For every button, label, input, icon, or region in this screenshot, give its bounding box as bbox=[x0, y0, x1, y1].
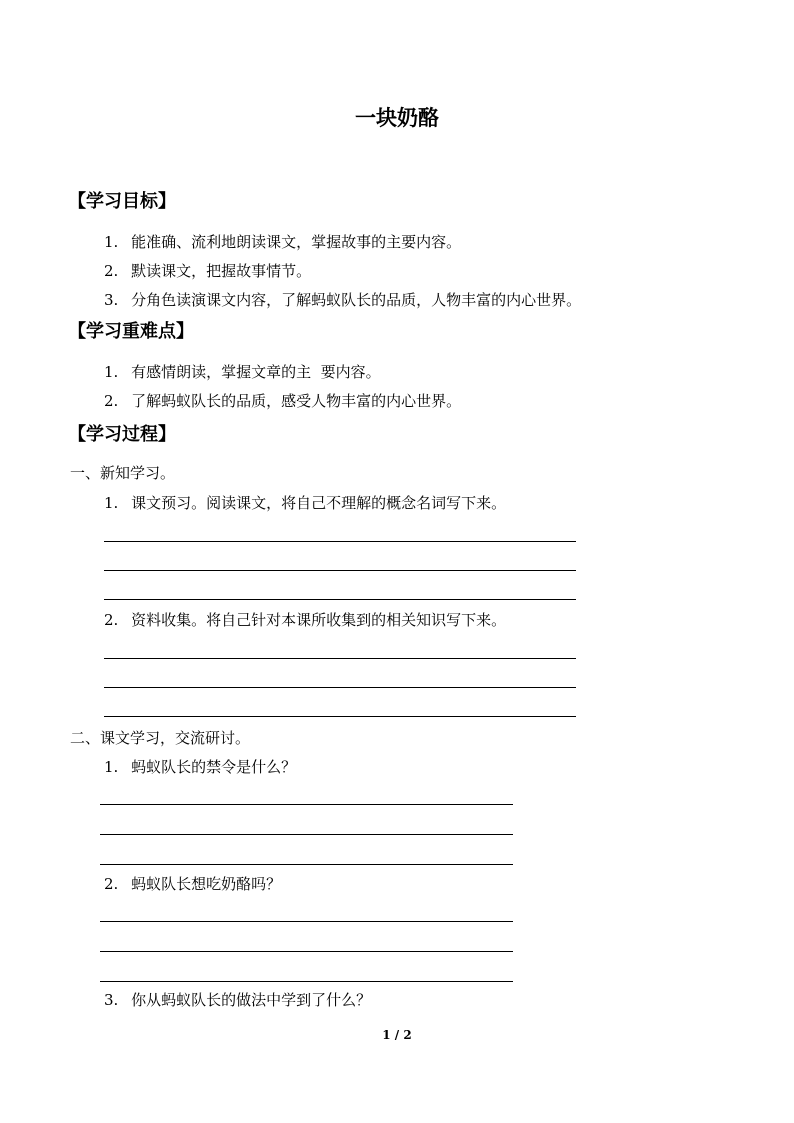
part2-label: 二、课文学习，交流研讨。 bbox=[70, 729, 251, 747]
answer-line[interactable] bbox=[100, 834, 513, 835]
part1-question-2 bbox=[104, 610, 506, 630]
answer-line[interactable] bbox=[104, 541, 576, 542]
item-text: 能准确、流利地朗读课文，掌握故事的主要内容。 bbox=[131, 233, 462, 251]
item-number: 3. bbox=[104, 991, 119, 1009]
answer-line[interactable] bbox=[104, 658, 576, 659]
item-number: 1. bbox=[104, 233, 119, 251]
key-points-heading: 【学习重难点】 bbox=[68, 321, 194, 342]
part2-question-2 bbox=[104, 874, 281, 894]
item-number: 3. bbox=[104, 291, 119, 309]
objectives-heading: 【学习目标】 bbox=[68, 191, 176, 212]
page-number: 1 / 2 bbox=[382, 1028, 412, 1042]
answer-line[interactable] bbox=[100, 951, 513, 952]
answer-line[interactable] bbox=[100, 981, 513, 982]
part1-label: 一、新知学习。 bbox=[70, 464, 176, 482]
objective-item-1 bbox=[104, 232, 461, 252]
item-number: 2. bbox=[104, 611, 119, 629]
answer-line[interactable] bbox=[100, 864, 513, 865]
objective-item-3 bbox=[104, 290, 581, 310]
key-point-item-1 bbox=[104, 362, 381, 382]
item-number: 1. bbox=[104, 494, 119, 512]
answer-line[interactable] bbox=[104, 570, 576, 571]
answer-line[interactable] bbox=[100, 804, 513, 805]
item-number: 1. bbox=[104, 758, 119, 776]
item-text: 资料收集。将自己针对本课所收集到的相关知识写下来。 bbox=[131, 611, 507, 629]
answer-line[interactable] bbox=[104, 687, 576, 688]
objective-item-2 bbox=[104, 261, 311, 281]
part2-question-3 bbox=[104, 990, 371, 1010]
item-text: 蚂蚁队长想吃奶酪吗？ bbox=[131, 875, 282, 893]
item-text: 蚂蚁队长的禁令是什么？ bbox=[131, 758, 297, 776]
item-text: 默读课文，把握故事情节。 bbox=[131, 262, 312, 280]
item-text: 你从蚂蚁队长的做法中学到了什么？ bbox=[131, 991, 372, 1009]
part1-question-1 bbox=[104, 493, 506, 513]
item-text: 有感情朗读，掌握文章的主 要内容。 bbox=[131, 363, 381, 381]
key-point-item-2 bbox=[104, 391, 461, 411]
item-text: 课文预习。阅读课文，将自己不理解的概念名词写下来。 bbox=[131, 494, 507, 512]
part2-question-1 bbox=[104, 757, 296, 777]
answer-line[interactable] bbox=[104, 599, 576, 600]
page-title: 一块奶酪 bbox=[355, 105, 439, 130]
item-number: 1. bbox=[104, 363, 119, 381]
item-number: 2. bbox=[104, 392, 119, 410]
item-text: 了解蚂蚁队长的品质，感受人物丰富的内心世界。 bbox=[131, 392, 462, 410]
process-heading: 【学习过程】 bbox=[68, 424, 176, 445]
item-number: 2. bbox=[104, 875, 119, 893]
item-text: 分角色读演课文内容，了解蚂蚁队长的品质，人物丰富的内心世界。 bbox=[131, 291, 582, 309]
item-number: 2. bbox=[104, 262, 119, 280]
answer-line[interactable] bbox=[104, 716, 576, 717]
answer-line[interactable] bbox=[100, 921, 513, 922]
